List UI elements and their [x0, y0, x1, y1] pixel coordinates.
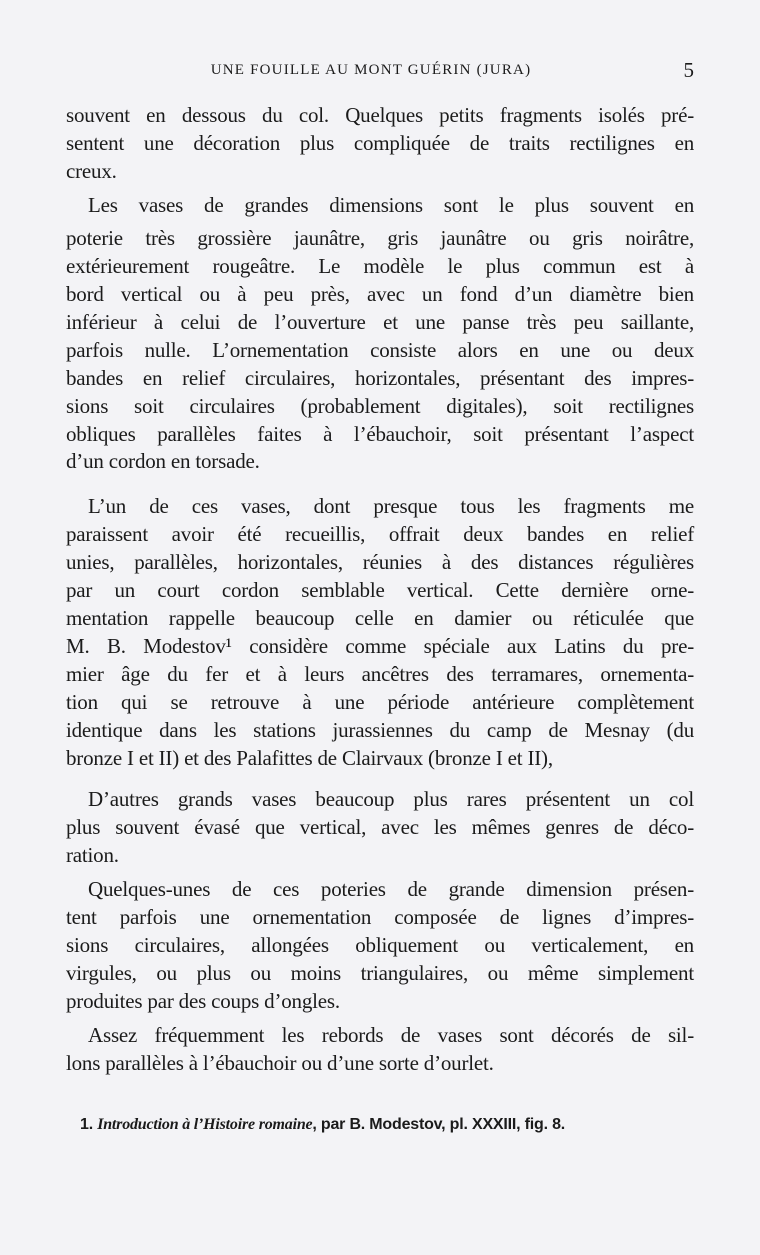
running-head: [66, 58, 694, 82]
text-line: bronze I et II) et des Palafittes de Clairvaux (bronze I et II),: [66, 746, 553, 770]
text-line: paraissent avoir été recueillis, offrait deux bandes en relief: [66, 522, 694, 546]
paragraph-first-line: Les vases de grandes dimensions sont le plus souvent en: [88, 193, 694, 217]
text-line: d’un cordon en torsade.: [66, 449, 260, 473]
running-title: UNE FOUILLE AU MONT GUÉRIN (JURA): [210, 62, 532, 78]
paragraph-first-line: Assez fréquemment les rebords de vases sont décorés de sil-: [88, 1023, 694, 1047]
text-line: obliques parallèles faites à l’ébauchoir, soit présentant l’aspect: [66, 422, 694, 446]
text-line: lons parallèles à l’ébauchoir ou d’une sorte d’ourlet.: [66, 1051, 494, 1075]
text-line: identique dans les stations jurassiennes du camp de Mesnay (du: [66, 718, 694, 742]
text-line: produites par des coups d’ongles.: [66, 989, 340, 1013]
text-line: unies, parallèles, horizontales, réunies à des distances régulières: [66, 550, 694, 574]
text-line: virgules, ou plus ou moins triangulaires, ou même simplement: [66, 961, 694, 985]
text-line: bandes en relief circulaires, horizontales, présentant des impres-: [66, 366, 694, 390]
paragraph-first-line: Quelques-unes de ces poteries de grande dimension présen-: [88, 877, 694, 901]
text-line: mier âge du fer et à leurs ancêtres des terramares, ornementa-: [66, 662, 694, 686]
text-line: par un court cordon semblable vertical. Cette dernière orne-: [66, 578, 694, 602]
text-line: extérieurement rougeâtre. Le modèle le plus commun est à: [66, 254, 694, 278]
paragraph-first-line: D’autres grands vases beaucoup plus rares présentent un col: [88, 787, 694, 811]
paragraph-first-line: L’un de ces vases, dont presque tous les fragments me: [88, 494, 694, 518]
text-line: souvent en dessous du col. Quelques petits fragments isolés pré-: [66, 103, 694, 127]
text-line: tion qui se retrouve à une période antérieure complètement: [66, 690, 694, 714]
text-line: creux.: [66, 159, 117, 183]
text-line: sions circulaires, allongées obliquement ou verticalement, en: [66, 933, 694, 957]
text-line: plus souvent évasé que vertical, avec les mêmes genres de déco-: [66, 815, 694, 839]
text-line: ration.: [66, 843, 119, 867]
text-line: tent parfois une ornementation composée de lignes d’impres-: [66, 905, 694, 929]
text-line: sions soit circulaires (probablement digitales), soit rectilignes: [66, 394, 694, 418]
text-line: mentation rappelle beaucoup celle en damier ou réticulée que: [66, 606, 694, 630]
text-line: bord vertical ou à peu près, avec un fond d’un diamètre bien: [66, 282, 694, 306]
text-line: inférieur à celui de l’ouverture et une panse très peu saillante,: [66, 310, 694, 334]
footnote-title: Introduction à l’Histoire romaine: [97, 1116, 313, 1133]
footnote-citation: , par B. Modestov, pl. XXXIII, fig. 8.: [312, 1116, 566, 1133]
text-line: M. B. Modestov¹ considère comme spéciale aux Latins du pre-: [66, 634, 694, 658]
text-line: sentent une décoration plus compliquée de traits rectilignes en: [66, 131, 694, 155]
footnote: [80, 1113, 700, 1137]
text-line: poterie très grossière jaunâtre, gris jaunâtre ou gris noirâtre,: [66, 226, 694, 250]
footnote-number: 1.: [80, 1116, 93, 1133]
page-number: 5: [683, 58, 694, 82]
text-line: parfois nulle. L’ornementation consiste alors en une ou deux: [66, 338, 694, 362]
